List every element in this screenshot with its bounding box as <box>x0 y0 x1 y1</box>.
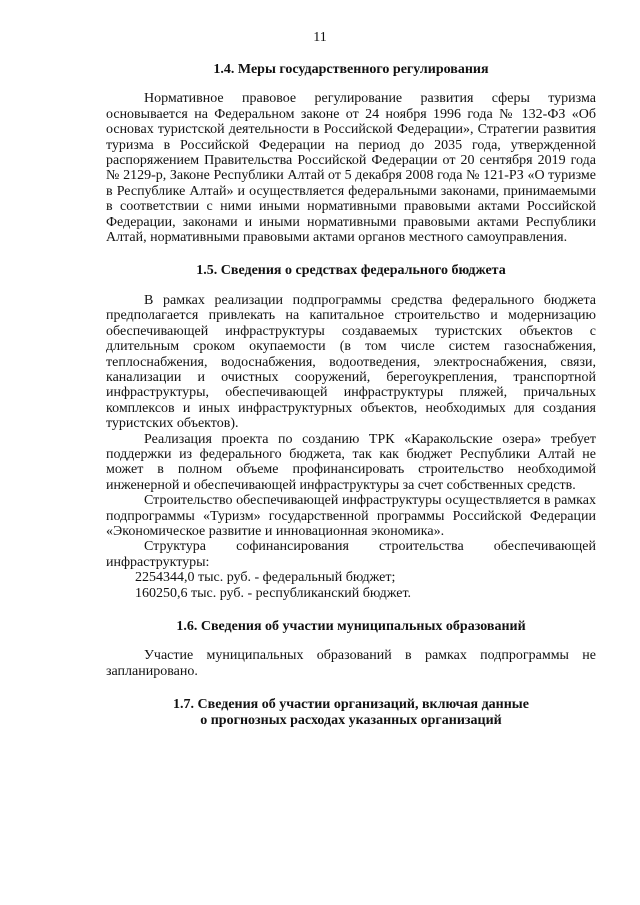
section-1-5-paragraph-3: Строительство обеспечивающей инфраструктуры осуществляется в рамках подпрограммы «Туризм» государственной программы Российской Федерации «Экономическое развитие и инновационная экономика». <box>106 493 596 539</box>
section-1-7-title-line-1: 1.7. Сведения об участии организаций, включая данные <box>173 697 529 713</box>
section-1-5-paragraph-4: Структура софинансирования строительства обеспечивающей инфраструктуры: <box>106 539 596 570</box>
section-1-5-paragraph-1: В рамках реализации подпрограммы средства федерального бюджета предполагается привлекать на капитальное строительство и модернизацию обеспечивающей инфраструктуры создаваемых туристских объектов с длительным сроком окупаемости (в том числе систем газоснабжения, теплоснабжения, водоснабжения, водоотведения, электроснабжения, связи, канализации и очистных сооружений, берегоукрепления, транспортной инфраструктуры, обеспечивающей инфраструктуры пляжей, причальных комплексов и иных инфраструктурных объектов, необходимых для создания туристских объектов). <box>106 292 596 432</box>
section-1-4-paragraph: Нормативное правовое регулирование развития сферы туризма основывается на Федеральном законе от 24 ноября 1996 года № 132-ФЗ «Об основах туристской деятельности в Российской Федерации», Стратегии развития туризма в Российской Федерации на период до 2035 года, утвержденной распоряжением Правительства Российской Федерации от 20 сентября 2019 года № 2129-р, Законе Республики Алтай от 5 декабря 2008 года № 121-РЗ «О туризме в Республике Алтай» и осуществляется федеральными законами, принимаемыми в соответствии с ними иными нормативными правовыми актами Российской Федерации, законами и иными нормативными правовыми актами Республики Алтай, нормативными правовыми актами органов местного самоуправления. <box>106 91 596 246</box>
page-number: 11 <box>313 30 327 45</box>
section-1-7-title-line-2: о прогнозных расходах указанных организаций <box>200 712 502 728</box>
amount-republic-budget: 160250,6 тыс. руб. - республиканский бюджет. <box>135 585 412 601</box>
amount-federal-budget: 2254344,0 тыс. руб. - федеральный бюджет; <box>135 570 396 586</box>
section-1-5-title: 1.5. Сведения о средствах федерального бюджета <box>196 263 506 279</box>
section-1-5-paragraph-2: Реализация проекта по созданию ТРК «Каракольские озера» требует поддержки из федерального бюджета, так как бюджет Республики Алтай не может в полном объеме профинансировать строительство необходимой инженерной и обеспечивающей инфраструктуры за счет собственных средств. <box>106 431 596 493</box>
page-content <box>106 62 596 728</box>
section-1-6-paragraph: Участие муниципальных образований в рамках подпрограммы не запланировано. <box>106 648 596 679</box>
section-1-4-title: 1.4. Меры государственного регулирования <box>213 62 489 77</box>
section-1-6-title: 1.6. Сведения об участии муниципальных образований <box>176 619 526 634</box>
